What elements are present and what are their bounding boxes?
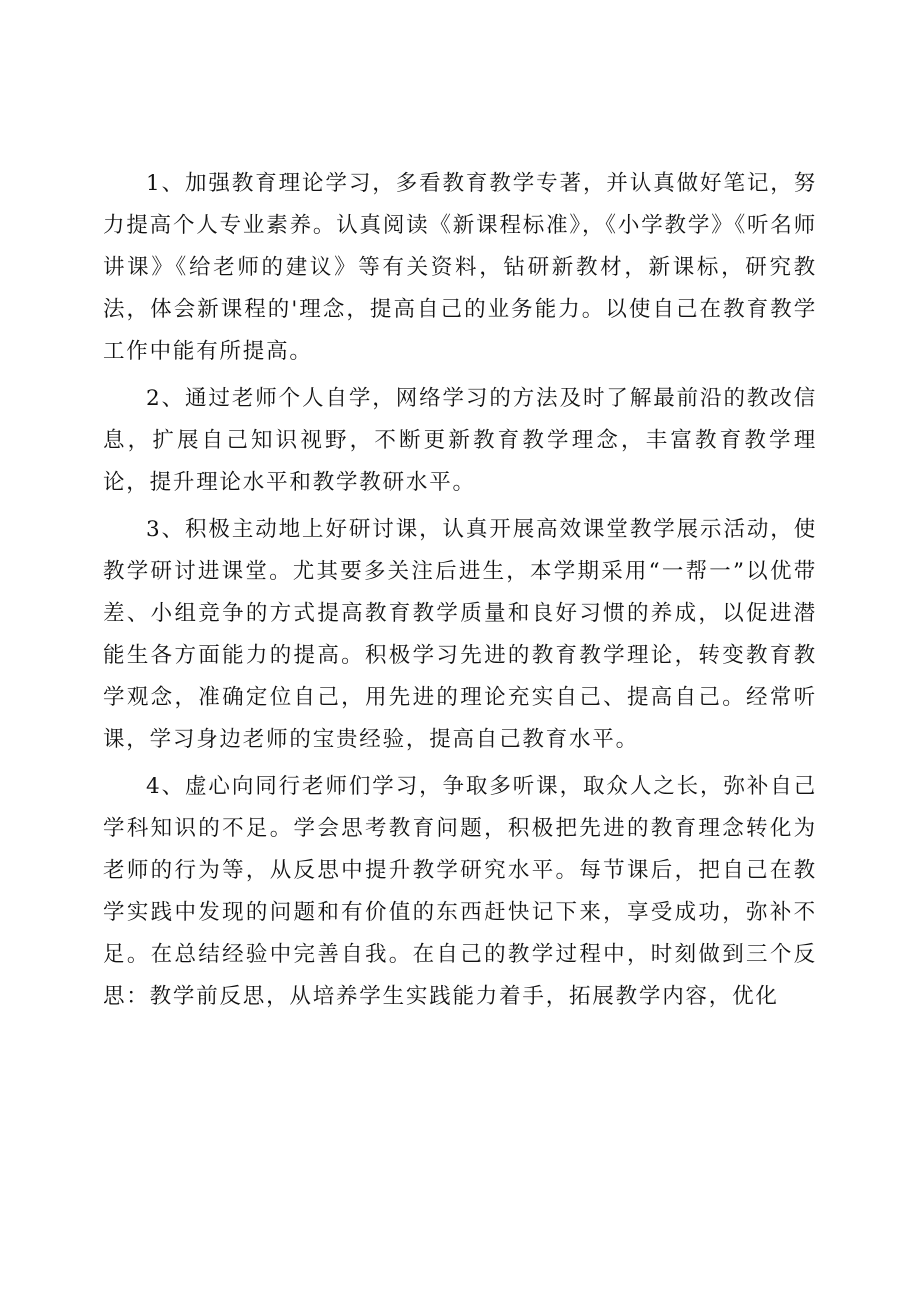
document-body: [103, 163, 817, 1018]
paragraph-2: 2、通过老师个人自学，网络学习的方法及时了解最前沿的教改信息，扩展自己知识视野，不断更新教育教学理念，丰富教育教学理论，提升理论水平和教学教研水平。: [103, 386, 817, 495]
paragraph-4: 4、虚心向同行老师们学习，争取多听课，取众人之长，弥补自己学科知识的不足。学会思考教育问题，积极把先进的教育理念转化为老师的行为等，从反思中提升教学研究水平。每节课后，把自己在教学实践中发现的问题和有价值的东西赶快记下来，享受成功，弥补不足。在总结经验中完善自我。在自己的教学过程中，时刻做到三个反思：教学前反思，从培养学生实践能力着手，拓展教学内容，优化: [103, 774, 817, 1009]
paragraph-3: 3、积极主动地上好研讨课，认真开展高效课堂教学展示活动，使教学研讨进课堂。尤其要多关注后进生，本学期采用“一帮一”以优带差、小组竞争的方式提高教育教学质量和良好习惯的养成，以促进潜能生各方面能力的提高。积极学习先进的教育教学理论，转变教育教学观念，准确定位自己，用先进的理论充实自己、提高自己。经常听课，学习身边老师的宝贵经验，提高自己教育水平。: [103, 517, 817, 752]
paragraph-1: 1、加强教育理论学习，多看教育教学专著，并认真做好笔记，努力提高个人专业素养。认真阅读《新课程标准》，《小学教学》《听名师讲课》《给老师的建议》等有关资料，钻研新教材，新课标，研究教法，体会新课程的'理念，提高自己的业务能力。以使自己在教育教学工作中能有所提高。: [103, 171, 817, 364]
